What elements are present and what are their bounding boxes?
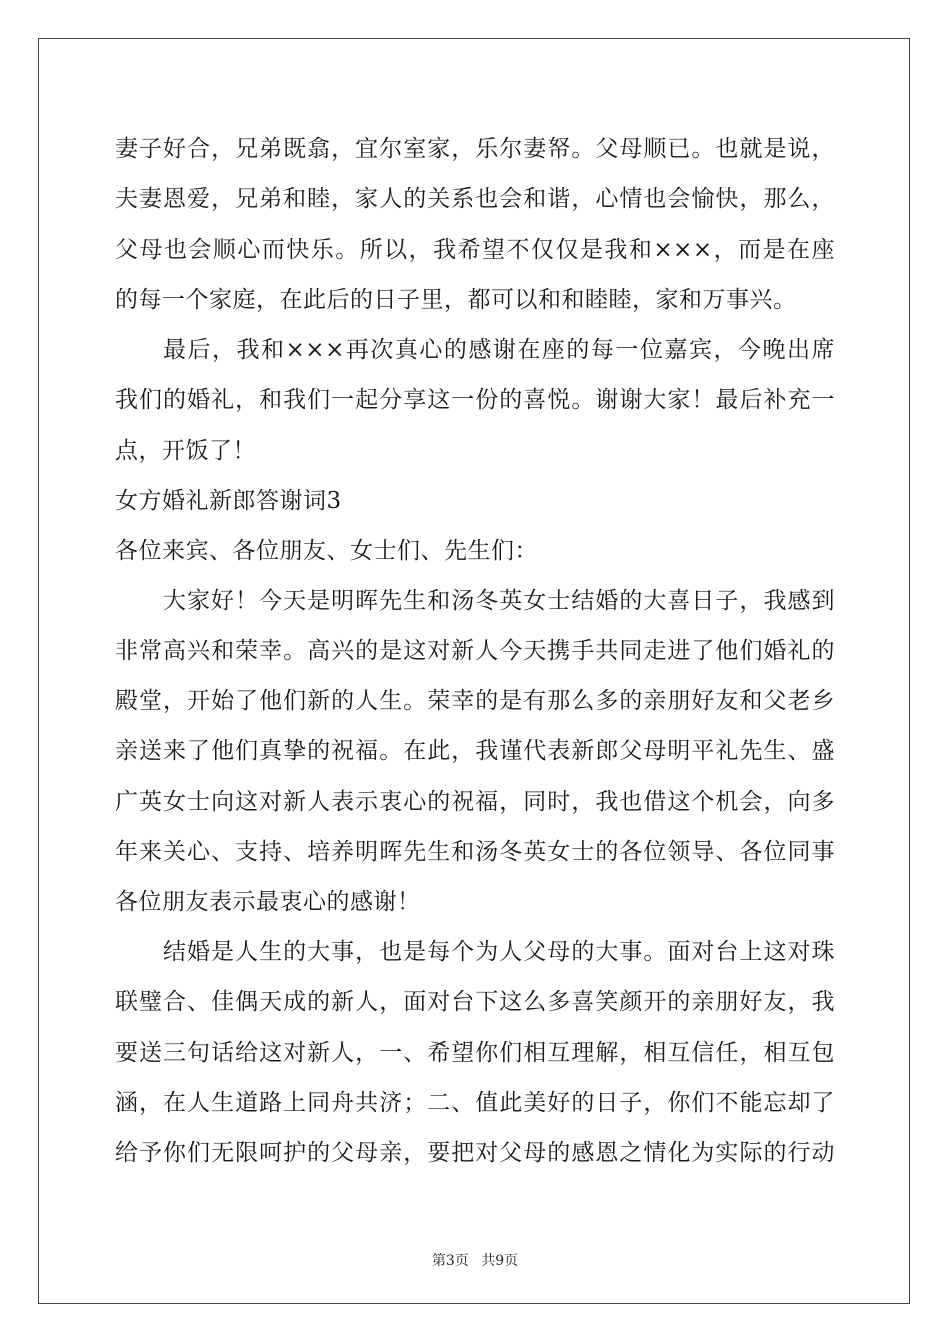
paragraph-line: 广英女士向这对新人表示衷心的祝福，同时，我也借这个机会，向多 [115,789,835,815]
paragraph-line: 结婚是人生的大事，也是每个为人父母的大事。面对台上这对珠 [163,939,835,965]
paragraph-line: 妻子好合，兄弟既翕，宜尔室家，乐尔妻帑。父母顺已。也就是说， [115,136,835,162]
paragraph-line: 的每一个家庭，在此后的日子里，都可以和和睦睦，家和万事兴。 [115,287,797,313]
paragraph-line: 父母也会顺心而快乐。所以，我希望不仅仅是我和×××，而是在座 [115,237,835,263]
page-total: 共9页 [481,1253,519,1269]
paragraph-line: 要送三句话给这对新人，一、希望你们相互理解，相互信任，相互包 [115,1040,835,1066]
paragraph-line: 给予你们无限呵护的父母亲，要把对父母的感恩之情化为实际的行动 [115,1140,835,1166]
paragraph-line: 点，开饭了！ [115,438,256,464]
paragraph-line: 非常高兴和荣幸。高兴的是这对新人今天携手共同走进了他们婚礼的 [115,638,835,664]
paragraph-line: 各位朋友表示最衷心的感谢！ [115,889,421,915]
paragraph-line: 联璧合、佳偶天成的新人，面对台下这么多喜笑颜开的亲朋好友，我 [115,989,835,1015]
salutation-line: 各位来宾、各位朋友、女士们、先生们： [115,538,538,564]
section-heading: 女方婚礼新郎答谢词3 [115,488,342,514]
paragraph-line: 亲送来了他们真挚的祝福。在此，我谨代表新郎父母明平礼先生、盛 [115,738,835,764]
paragraph-line: 涵，在人生道路上同舟共济；二、值此美好的日子，你们不能忘却了 [115,1090,835,1116]
paragraph-line: 我们的婚礼，和我们一起分享这一份的喜悦。谢谢大家！最后补充一 [115,387,835,413]
page-number: 第3页 [431,1253,469,1269]
paragraph-line: 夫妻恩爱，兄弟和睦，家人的关系也会和谐，心情也会愉快，那么， [115,186,835,212]
paragraph-line: 年来关心、支持、培养明晖先生和汤冬英女士的各位领导、各位同事 [115,839,835,865]
paragraph-line: 殿堂，开始了他们新的人生。荣幸的是有那么多的亲朋好友和父老乡 [115,688,835,714]
paragraph-line: 最后，我和×××再次真心的感谢在座的每一位嘉宾，今晚出席 [163,337,835,363]
page-footer [0,1250,950,1270]
paragraph-line: 大家好！今天是明晖先生和汤冬英女士结婚的大喜日子，我感到 [163,588,835,614]
